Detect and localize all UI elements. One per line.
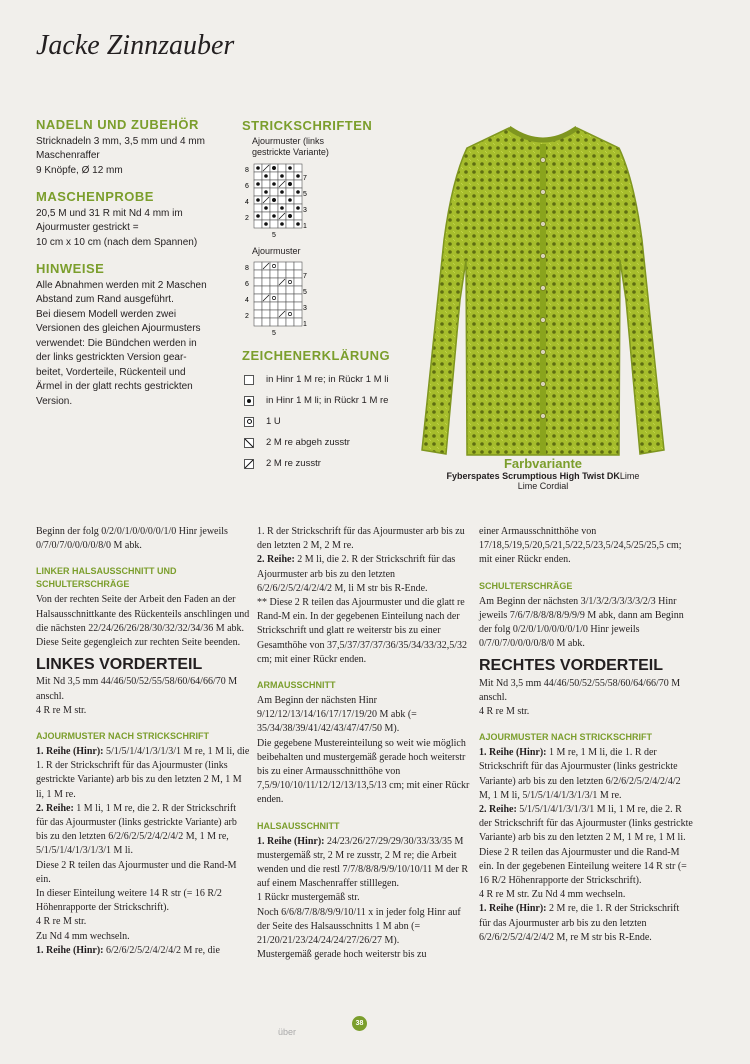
- page-number: 38: [352, 1016, 367, 1031]
- paragraph: Am Beginn der nächsten 3/1/3/2/3/3/3/3/2/3 Hinr jeweils 7/6/7/8/8/8/8/9/9/9 M abk, dann am Beginn der folg 0/2/0/1/0/0/0/0/1/0 Hinr jeweils 0/7/0/7/0/0/0/0/8/0 M abk.: [479, 595, 684, 650]
- nadeln-line: Stricknadeln 3 mm, 3,5 mm und 4 mm: [36, 135, 205, 147]
- yarn-brand: Fyberspates Scrumptious High Twist DK: [446, 471, 620, 481]
- chart-cell: [254, 270, 262, 278]
- chart-cell: [262, 286, 270, 294]
- chart-cell: [278, 164, 286, 172]
- chart-cell: [254, 262, 262, 270]
- chart-cell: [294, 212, 302, 220]
- chart-cell: [254, 172, 262, 180]
- yarn-over-icon: [244, 417, 254, 427]
- purl-dot: [296, 174, 300, 178]
- row-label: 1. Reihe (Hinr):: [257, 835, 325, 847]
- hinweise-line: Abstand zum Rand ausgeführt.: [36, 294, 174, 305]
- section-heading: AJOURMUSTER NACH STRICKSCHRIFT: [36, 731, 209, 742]
- purl-dot: [296, 190, 300, 194]
- row-text: 2 M re, die 1. R der Strickschrift für das Ajourmuster arb bis zu den letzten 6/2/6/2/5/2/4/2/4/2 M, re M str bis R-Ende.: [479, 903, 680, 943]
- purl-dot: [296, 222, 300, 226]
- paragraph: Die gegebene Mustereinteilung so weit wie möglich beibehalten und mustergemäß gerade hoch weiterstr bis zu einer Armausschnitthöhe von 7,5/9/10/10/11/12/12/13/13,5/13 cm; mit einer Rückr enden.: [257, 737, 470, 806]
- chart-cell: [294, 278, 302, 286]
- paragraph: Beginn der folg 0/2/0/1/0/0/0/0/1/0 Hinr jeweils 0/7/0/7/0/0/0/0/8/0 M abk.: [36, 526, 228, 552]
- maschenprobe-heading: MASCHENPROBE: [36, 189, 154, 204]
- chart-cell: [270, 220, 278, 228]
- part-heading: RECHTES VORDERTEIL: [479, 657, 664, 675]
- legend-item: [242, 369, 412, 390]
- chart-cell: [270, 270, 278, 278]
- purl-dot: [256, 214, 260, 218]
- strickschriften-heading: STRICKSCHRIFTEN: [242, 118, 373, 133]
- row-label: 2. Reihe:: [479, 804, 517, 816]
- purl-dot: [256, 198, 260, 202]
- section-heading: AJOURMUSTER NACH STRICKSCHRIFT: [479, 732, 652, 743]
- paragraph: 4 R re M str.: [479, 706, 530, 718]
- purl-dot: [288, 198, 292, 202]
- hinweise-heading: HINWEISE: [36, 261, 105, 276]
- row-label: 2. Reihe:: [36, 802, 74, 814]
- paragraph: Mustergemäß gerade hoch weiterstr bis zu: [257, 949, 427, 961]
- chart-cell: [294, 294, 302, 302]
- paragraph: [257, 553, 471, 596]
- chart-cell: [270, 310, 278, 318]
- legend-text: in Hinr 1 M re; in Rückr 1 M li: [266, 374, 389, 385]
- chart-cell: [286, 262, 294, 270]
- maschenprobe-line: 10 cm x 10 cm (nach dem Spannen): [36, 236, 198, 248]
- yarn-color-name: Lime Cordial: [517, 481, 569, 491]
- chart-cell: [254, 318, 262, 326]
- row-label: 7: [303, 273, 307, 280]
- row-text: 2 M li, die 2. R der Strickschrift für das Ajourmuster arb bis zu den letzten 6/2/6/2/5/2/4/2/4/2 M, li M str bis R-Ende.: [257, 554, 456, 594]
- knitting-chart-ajour: [242, 258, 332, 336]
- row-label: 2: [245, 313, 249, 320]
- chart1-label-line: gestrickte Variante): [252, 147, 329, 157]
- paragraph: 4 R re M str.: [36, 916, 87, 928]
- section-heading: LINKER HALSAUSSCHNITT UND SCHULTERSCHRÄGE: [36, 566, 177, 590]
- hinweise-text: [36, 279, 236, 410]
- chart-cell: [262, 212, 270, 220]
- chart-cell: [278, 318, 286, 326]
- legend-text: in Hinr 1 M li; in Rückr 1 M re: [266, 395, 389, 406]
- paragraph: 1 Rückr mustergemäß str.: [257, 892, 360, 904]
- row-label: 3: [303, 305, 307, 312]
- paragraph: einer Armausschnitthöhe von 17/18,5/19,5/20,5/21,5/22,5/23,5/24,5/25/25,5 cm; mit einer Rückr enden.: [479, 526, 682, 566]
- legend-item: [242, 411, 412, 432]
- section-heading: HALSAUSSCHNITT: [257, 820, 340, 831]
- chart-cell: [278, 196, 286, 204]
- paragraph: Diese 2 R teilen das Ajourmuster und die Rand-M ein.: [36, 859, 237, 885]
- chart-cell: [278, 286, 286, 294]
- row-label: 2. Reihe:: [257, 554, 295, 566]
- row-label: 2: [245, 215, 249, 222]
- row-label: 6: [245, 281, 249, 288]
- paragraph: Mit Nd 3,5 mm 44/46/50/52/55/58/60/64/66/70 M anschl.: [36, 676, 238, 702]
- row-label: 7: [303, 175, 307, 182]
- chart1-label-line: Ajourmuster (links: [252, 136, 325, 146]
- knit-stitch-icon: [244, 375, 254, 385]
- purl-dot: [296, 206, 300, 210]
- row-label: 1. Reihe (Hinr):: [479, 903, 547, 915]
- nadeln-text: [36, 135, 236, 179]
- paragraph: Von der rechten Seite der Arbeit den Faden an der Halsausschnittkante des Rückenteils anschlingen und die nächsten 22/24/26/26/28/30/32/32/34/36 M abk.: [36, 594, 250, 634]
- cardigan-photo: [414, 120, 672, 465]
- purl-dot: [280, 174, 284, 178]
- zeichen-heading: ZEICHENERKLÄRUNG: [242, 348, 391, 363]
- purl-dot: [264, 206, 268, 210]
- knitting-chart-purl-variant: [242, 160, 332, 238]
- chart-cell: [254, 188, 262, 196]
- col-label: 5: [272, 232, 276, 238]
- chart-cell: [270, 294, 278, 302]
- chart-cell: [254, 278, 262, 286]
- purl-stitch-icon: [244, 396, 254, 406]
- hinweise-line: verwendet: Die Bündchen werden in: [36, 337, 197, 349]
- chart-cell: [278, 270, 286, 278]
- row-label: 4: [245, 297, 249, 304]
- row-label: 1: [303, 321, 307, 328]
- chart-cell: [262, 318, 270, 326]
- row-text: 5/1/5/1/4/1/3/1/3/1 M li, 1 M re, die 2. R der Strickschrift für das Ajourmuster (links gestrickte Variante) arb bis zu den letzten 2 M, 1 M re, 1 M li.: [479, 804, 693, 844]
- hinweise-line: Versionen des gleichen Ajourmusters: [36, 323, 201, 334]
- row-text: 1 M re, 1 M li, die 1. R der Strickschrift für das Ajourmuster (links gestrickte Variante) arb bis zu den letzten 6/2/6/2/5/2/4/2/4/2 M, 1 M li, 5/1/5/1/4/1/3/1/3/1 M re.: [479, 747, 681, 801]
- chart-cell: [278, 294, 286, 302]
- chart-cell: [270, 262, 278, 270]
- chart-cell: [270, 318, 278, 326]
- paragraph: 4 R re M str. Zu Nd 4 mm wechseln.: [479, 889, 626, 901]
- chart-cell: [294, 270, 302, 278]
- paragraph: [479, 803, 693, 846]
- legend-text: 2 M re zusstr: [266, 458, 321, 469]
- hinweise-line: der links gestrickten Version gear-: [36, 352, 187, 363]
- chart-cell: [294, 318, 302, 326]
- paragraph: Diese Seite gegengleich zur rechten Seite beenden.: [36, 637, 241, 649]
- materials-column: [36, 118, 236, 421]
- chart-cell: [294, 286, 302, 294]
- chart-cell: [262, 278, 270, 286]
- chart-cell: [294, 302, 302, 310]
- chart-cell: [254, 220, 262, 228]
- chart-cell: [254, 310, 262, 318]
- ssk-decrease-icon: [244, 438, 254, 448]
- chart-cell: [294, 196, 302, 204]
- purl-dot: [264, 174, 268, 178]
- chart-cell: [262, 310, 270, 318]
- instructions-column-1: [36, 525, 250, 958]
- chart-cell: [270, 278, 278, 286]
- paragraph: 1. R der Strickschrift für das Ajourmuster arb bis zu den letzten 2 M, 2 M re.: [257, 526, 465, 552]
- purl-dot: [256, 182, 260, 186]
- row-label: 8: [245, 265, 249, 272]
- row-text: 6/2/6/2/5/2/4/2/4/2 M re, die: [103, 944, 220, 956]
- chart-cell: [294, 180, 302, 188]
- part-heading: LINKES VORDERTEIL: [36, 656, 203, 674]
- paragraph: ** Diese 2 R teilen das Ajourmuster und die glatt re Rand-M ein. In der gegebenen Einteilung nach der Strickschrift und glatt re weiterstr bis zu einer Gesamthöhe von 37,5/37/37/37/36/35/34/33/32,5/32 cm; mit einer Rückr enden.: [257, 597, 467, 665]
- paragraph: [36, 745, 250, 802]
- hinweise-line: Alle Abnahmen werden mit 2 Maschen: [36, 279, 207, 291]
- row-label: 1. Reihe (Hinr):: [479, 747, 547, 759]
- purl-dot: [272, 182, 276, 186]
- chart-cell: [286, 270, 294, 278]
- chart-cell: [286, 278, 294, 286]
- chart-grid: [254, 164, 302, 228]
- chart-cell: [286, 204, 294, 212]
- chart-cell: [270, 302, 278, 310]
- purl-dot: [264, 190, 268, 194]
- paragraph: Zu Nd 4 mm wechseln.: [36, 930, 130, 942]
- chart-cell: [270, 172, 278, 180]
- nadeln-heading: NADELN UND ZUBEHÖR: [36, 117, 199, 132]
- row-label: 1. Reihe (Hinr):: [36, 944, 104, 956]
- paragraph: In dieser Einteilung weitere 14 R str (= 16 R/2 Höhenrapporte der Strickschrift).: [36, 888, 222, 914]
- purl-dot: [280, 222, 284, 226]
- chart-cell: [286, 302, 294, 310]
- purl-dot: [256, 166, 260, 170]
- legend-item: [242, 432, 412, 453]
- row-label: 5: [303, 191, 307, 198]
- chart-cell: [286, 294, 294, 302]
- chart-cell: [270, 286, 278, 294]
- instructions-column-3: [479, 525, 693, 945]
- section-heading: SCHULTERSCHRÄGE: [479, 580, 573, 591]
- chart-cell: [294, 310, 302, 318]
- chart-cell: [254, 294, 262, 302]
- row-text: 1 M li, 1 M re, die 2. R der Strickschrift für das Ajourmuster (links gestrickte Variante) arb bis zu den letzten 6/2/6/2/5/2/4/2/4/2 M, 1 M re, 5/1/5/1/4/1/3/1/3/1 M li.: [36, 802, 237, 857]
- chart-cell: [286, 220, 294, 228]
- hinweise-line: Bei diesem Modell werden zwei: [36, 308, 177, 320]
- row-label: 1: [303, 223, 307, 230]
- paragraph: [479, 902, 693, 945]
- page-title: Jacke Zinnzauber: [36, 30, 235, 61]
- legend-text: 1 U: [266, 416, 281, 427]
- maschenprobe-line: Ajourmuster gestrickt =: [36, 222, 139, 233]
- nadeln-line: 9 Knöpfe, Ø 12 mm: [36, 164, 123, 176]
- hinweise-line: Version.: [36, 395, 73, 407]
- chart2-label: Ajourmuster: [252, 246, 301, 256]
- legend-item: [242, 453, 412, 474]
- row-label: 6: [245, 183, 249, 190]
- paragraph: Am Beginn der nächsten Hinr 9/12/12/13/14/16/17/17/19/20 M abk (= 35/34/38/39/41/42/43/47/47/50 M).: [257, 695, 417, 735]
- chart-cell: [262, 302, 270, 310]
- paragraph: [257, 835, 471, 892]
- purl-dot: [280, 206, 284, 210]
- yarn-color: Lime: [619, 471, 640, 481]
- legend-text: 2 M re abgeh zusstr: [266, 437, 350, 448]
- paragraph: 4 R re M str.: [36, 704, 87, 716]
- chart-cell: [286, 172, 294, 180]
- chart-cell: [286, 310, 294, 318]
- chart-cell: [270, 204, 278, 212]
- paragraph: Noch 6/6/8/7/8/8/9/9/10/11 x in jeder folg Hinr auf der Seite des Halsausschnitts 1 M abn (= 21/20/21/23/24/24/24/27/26/27 M).: [257, 906, 461, 947]
- chart-cell: [286, 318, 294, 326]
- col-label: 5: [272, 330, 276, 336]
- chart-cell: [278, 302, 286, 310]
- yarn-caption: [414, 456, 672, 491]
- farbvariante-title: Farbvariante: [503, 456, 583, 471]
- row-label: 8: [245, 167, 249, 174]
- paragraph: [479, 746, 693, 803]
- instructions-column-2: [257, 525, 471, 962]
- row-text: 5/1/5/1/4/1/3/1/3/1 M re, 1 M li, die 1. R der Strickschrift für das Ajourmuster (links gestrickte Variante) arb bis zu den letzten 2 M, 1 M li, 1 M re.: [36, 746, 250, 800]
- purl-dot: [288, 166, 292, 170]
- chart-cell: [262, 270, 270, 278]
- chart-cell: [286, 286, 294, 294]
- k2tog-decrease-icon: [244, 459, 254, 469]
- section-heading: ARMAUSSCHNITT: [257, 680, 336, 691]
- paragraph: [36, 944, 250, 958]
- purl-dot: [264, 222, 268, 226]
- row-label: 4: [245, 199, 249, 206]
- purl-dot: [272, 214, 276, 218]
- purl-dot: [280, 190, 284, 194]
- row-label: 1. Reihe (Hinr):: [36, 746, 104, 758]
- chart-cell: [254, 204, 262, 212]
- paragraph: Diese 2 R teilen das Ajourmuster und die Rand-M ein. In der gegebenen Einteilung weitere 14 R str (= 16 R/2 Höhenrapporte der Strickschrift).: [479, 846, 687, 887]
- charts-column: [242, 118, 412, 474]
- chart-cell: [286, 188, 294, 196]
- chart-cell: [270, 188, 278, 196]
- hinweise-line: beitet, Vorderteile, Rückenteil und: [36, 366, 186, 378]
- yarn-name: [414, 471, 672, 481]
- paragraph: Mit Nd 3,5 mm 44/46/50/52/55/58/60/64/66/70 M anschl.: [479, 677, 681, 703]
- nadeln-line: Maschenraffer: [36, 150, 100, 161]
- row-label: 3: [303, 207, 307, 214]
- paragraph: [36, 802, 250, 859]
- maschenprobe-line: 20,5 M und 31 R mit Nd 4 mm im: [36, 207, 183, 219]
- chart-cell: [278, 262, 286, 270]
- hinweise-line: Ärmel in der glatt rechts gestrickten: [36, 381, 193, 392]
- chart-cell: [254, 286, 262, 294]
- chart-cell: [262, 180, 270, 188]
- chart1-label: [252, 136, 412, 158]
- row-text: 24/23/26/27/29/29/30/33/33/35 M mustergemäß str, 2 M re zusstr, 2 M re; die Arbeit wenden und die restl 7/7/8/8/8/9/9/10/10/11 M der R auf einem Maschenraffer stilllegen.: [257, 835, 468, 890]
- legend-item: [242, 390, 412, 411]
- footer-label: über: [278, 1027, 297, 1037]
- maschenprobe-text: [36, 207, 236, 251]
- chart-cell: [294, 262, 302, 270]
- chart-grid: [254, 262, 302, 326]
- chart-cell: [294, 164, 302, 172]
- chart-cell: [254, 302, 262, 310]
- row-label: 5: [303, 289, 307, 296]
